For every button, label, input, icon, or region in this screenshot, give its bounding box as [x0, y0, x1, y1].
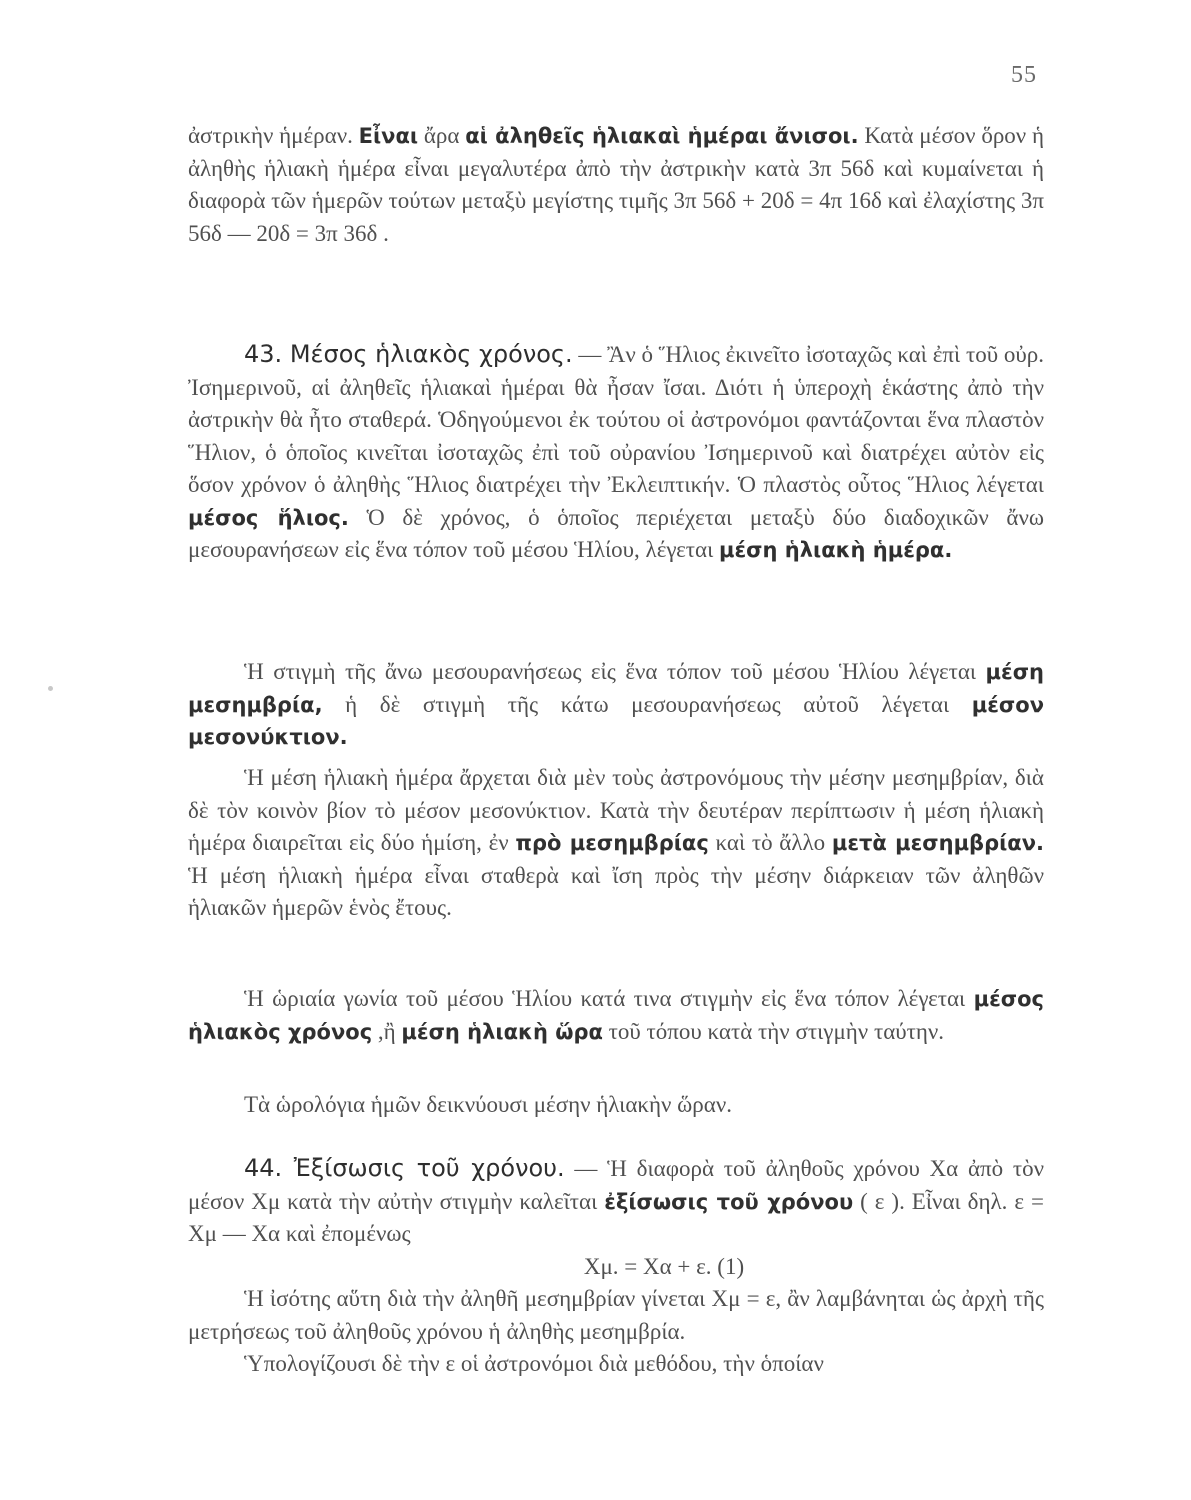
- term-mean-solar-hour: μέση ἡλιακὴ ὥρα: [401, 1019, 603, 1044]
- paragraph-day-start: [188, 762, 1044, 925]
- term-mean-solar-day: μέση ἡλιακὴ ἡμέρα.: [719, 538, 953, 562]
- section-43: [188, 338, 1044, 567]
- text-run: ἄρα: [418, 123, 466, 148]
- term-mean-solar-time: μέσος ἡλιακὸς χρόνος: [188, 987, 1044, 1044]
- text-run: ἀστρικὴν ἡμέραν.: [188, 123, 359, 148]
- text-run: Ἡ μέση ἡλιακὴ ἡμέρα ἄρχεται διὰ μὲν τοὺς ἀστρονόμους τὴν μέσην μεσημβρίαν, διὰ δὲ τὸν κοινὸν βίον τὸ μέσον μεσονύκτιον. Κατὰ τὴν δευτέραν περίπτωσιν ἡ μέση ἡλιακὴ ἡμέρα διαιρεῖται εἰς δύο ἡμίση, ἐν: [188, 765, 1044, 855]
- text-run: Ὁ δὲ χρόνος, ὁ ὁποῖος περιέχεται μεταξὺ δύο διαδοχικῶν ἄνω μεσουρανήσεων εἰς ἕνα τόπον τοῦ μέσου Ἡλίου, λέγεται: [188, 504, 1044, 562]
- text-run: τοῦ τόπου κατὰ τὴν στιγμὴν ταύτην.: [602, 1018, 945, 1044]
- text-run: Ἡ διαφορὰ τοῦ ἀληθοῦς χρόνου Χα ἀπὸ τὸν μέσον Χμ κατὰ τὴν αὐτὴν στιγμὴν καλεῖται: [188, 1156, 1044, 1214]
- paragraph-mean-noon: [188, 656, 1044, 754]
- paragraph-mean-time: [188, 983, 1044, 1048]
- section-44-title: 44. Ἐξίσωσις τοῦ χρόνου.: [244, 1154, 565, 1182]
- paragraph-clocks: [188, 1089, 1044, 1122]
- text-run: Ἡ ὡριαία γωνία τοῦ μέσου Ἡλίου κατά τινα στιγμὴν εἰς ἕνα τόπον λέγεται: [244, 986, 974, 1011]
- paragraph-computation: Ὑπολογίζουσι δὲ τὴν ε οἱ ἀστρονόμοι διὰ μεθόδου, τὴν ὁποίαν: [244, 1351, 824, 1376]
- dash: —: [572, 342, 608, 367]
- text-run: ,ἢ: [372, 1018, 402, 1044]
- term-mean-midnight: μέσον μεσονύκτιον.: [188, 692, 1044, 749]
- paragraph-intro: [188, 120, 1044, 250]
- term-einai: Εἶναι: [358, 124, 419, 148]
- text-run: Τὰ ὡρολόγια ἡμῶν δεικνύουσι μέσην ἡλιακὴν ὥραν.: [244, 1092, 732, 1117]
- text-run: Ἡ μέση ἡλιακὴ ἡμέρα εἶναι σταθερὰ καὶ ἴση πρὸς τὴν μέσην διάρκειαν τῶν ἀληθῶν ἡλιακῶν ἡμερῶν ἑνὸς ἔτους.: [188, 862, 1044, 920]
- dash: —: [564, 1156, 608, 1181]
- page-number: 55: [1011, 62, 1037, 88]
- term-mean-noon: μέση μεσημβρία,: [188, 660, 1044, 717]
- term-equation-of-time: ἐξίσωσις τοῦ χρόνου: [604, 1189, 854, 1214]
- text-run: Ἂν ὁ Ἥλιος ἐκινεῖτο ἰσοταχῶς καὶ ἐπὶ τοῦ οὐρ. Ἰσημερινοῦ, αἱ ἀληθεῖς ἡλιακαὶ ἡμέραι θὰ ἦσαν ἴσαι. Διότι ἡ ὑπεροχὴ ἑκάστης ἀπὸ τὴν ἀστρικὴν θὰ ἦτο σταθερά. Ὁδηγούμενοι ἐκ τούτου οἱ ἀστρονόμοι φαντάζονται ἕνα πλαστὸν Ἥλιον, ὁ ὁποῖος κινεῖται ἰσοταχῶς ἐπὶ τοῦ οὐρανίου Ἰσημερινοῦ καὶ διατρέχει αὐτὸν εἰς ὅσον χρόνον ὁ ἀληθὴς Ἥλιος διατρέχει τὴν Ἐκλειπτικήν. Ὁ πλαστὸς οὗτος Ἥλιος λέγεται: [188, 342, 1044, 497]
- term-ante-meridiem: πρὸ μεσημβρίας: [515, 831, 709, 855]
- term-true-days-unequal: αἱ ἀληθεῖς ἡλιακαὶ ἡμέραι ἄνισοι.: [465, 124, 859, 148]
- formula-1: Χμ. = Χα + ε. (1): [583, 1253, 745, 1279]
- stray-mark: [48, 686, 53, 691]
- text-run: ( ε ). Εἶναι δηλ. ε = Χμ — Χα καὶ ἐπομένως: [188, 1188, 1045, 1246]
- text-run: καὶ τὸ ἄλλο: [708, 830, 832, 855]
- text-run: Ἡ στιγμὴ τῆς ἄνω μεσουρανήσεως εἰς ἕνα τόπον τοῦ μέσου Ἡλίου λέγεται: [244, 659, 986, 684]
- paragraph-equality: Ἡ ἰσότης αὕτη διὰ τὴν ἀληθῆ μεσημβρίαν γίνεται Χμ = ε, ἂν λαμβάνηται ὡς ἀρχὴ τῆς μετρήσεως τοῦ ἀληθοῦς χρόνου ἡ ἀληθὴς μεσημβρία.: [188, 1286, 1044, 1344]
- term-post-meridiem: μετὰ μεσημβρίαν.: [831, 831, 1044, 855]
- text-run: ἡ δὲ στιγμὴ τῆς κάτω μεσουρανήσεως αὐτοῦ λέγεται: [322, 691, 972, 717]
- section-44: [188, 1152, 1044, 1381]
- term-mean-sun: μέσος ἥλιος.: [188, 505, 349, 530]
- text-run: Κατὰ μέσον ὅρον ἡ ἀληθὴς ἡλιακὴ ἡμέρα εἶναι μεγαλυτέρα ἀπὸ τὴν ἀστρικὴν κατὰ 3π 56δ καὶ κυμαίνεται ἡ διαφορὰ τῶν ἡμερῶν τούτων μεταξὺ μεγίστης τιμῆς 3π 56δ + 20δ = 4π 16δ καὶ ἐλαχίστης 3π 56δ — 20δ = 3π 36δ .: [188, 123, 1044, 246]
- section-43-title: 43. Μέσος ἡλιακὸς χρόνος.: [244, 340, 573, 368]
